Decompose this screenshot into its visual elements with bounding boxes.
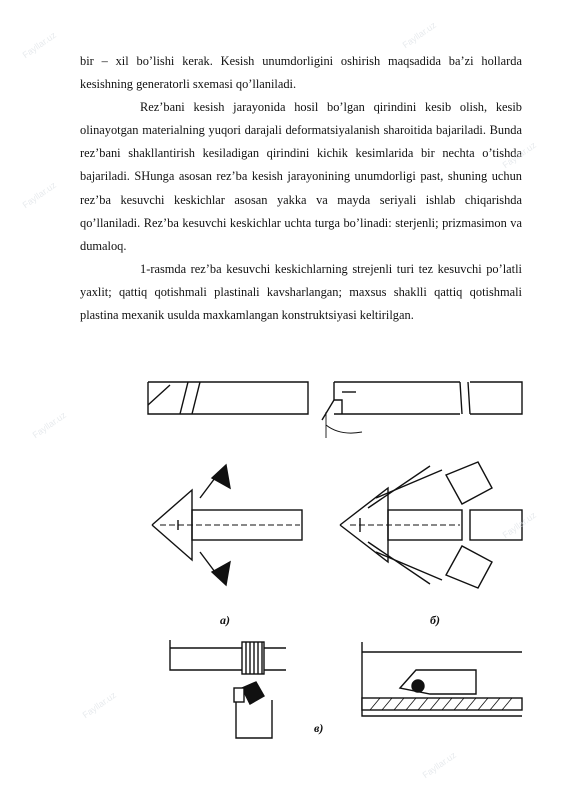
watermark: Fayllar.uz [420, 749, 458, 781]
watermark: Fayllar.uz [500, 139, 538, 171]
figure-label-a: а) [220, 613, 230, 627]
cutter-v-right-view [362, 642, 522, 716]
body-text [80, 50, 522, 327]
cutter-v-left-view [170, 640, 286, 738]
watermark: Fayllar.uz [30, 409, 68, 441]
figure-label-v: в) [314, 721, 324, 735]
cutter-b-top-view [340, 462, 522, 588]
watermark: Fayllar.uz [400, 19, 438, 51]
watermark: Fayllar.uz [20, 29, 58, 61]
cutter-a-side-view [148, 382, 308, 414]
figure-label-b: б) [430, 613, 440, 627]
figure-drawing [130, 370, 530, 760]
cutter-a-top-view [152, 465, 302, 585]
watermark: Fayllar.uz [500, 509, 538, 541]
cutter-b-side-view [322, 382, 522, 438]
figure-thread-cutters [130, 370, 530, 760]
paragraph-2: Rez’bani kesish jarayonida hosil bo’lgan qirindini kesib olish, kesib olinayotgan materialning yuqori darajali deformatsiyalanish sharoitida bajariladi. Bunda rez’bani shakllantirish kesiladigan qirindini kichik kesimlarida bir nechta o’tishda bajariladi. SHunga asosan rez’ba kesish jarayonining unumdorligi past, shuning uchun rez’ba kesuvchi keskichlar asosan yakka va mayda seriyali ishlab chiqarishda qo’llaniladi. Rez’ba kesuvchi keskichlar uchta turga bo’linadi: sterjenli; prizmasimon va dumaloq. [80, 100, 522, 253]
watermark: Fayllar.uz [20, 179, 58, 211]
paragraph-3: 1-rasmda rez’ba kesuvchi keskichlarning strejenli turi tez kesuvchi po’latli yaxlit; qattiq qotishmali plastinali kavsharlangan; maxsus shaklli qattiq qotishmali plastina mexanik usulda maxkamlangan konstruktsiyasi keltirilgan. [80, 261, 522, 323]
paragraph-1: bir – xil bo’lishi kerak. Kesish unumdorligini oshirish maqsadida ba’zi hollarda kesishning generatorli sxemasi qo’llaniladi. [80, 54, 522, 92]
watermark: Fayllar.uz [80, 689, 118, 721]
